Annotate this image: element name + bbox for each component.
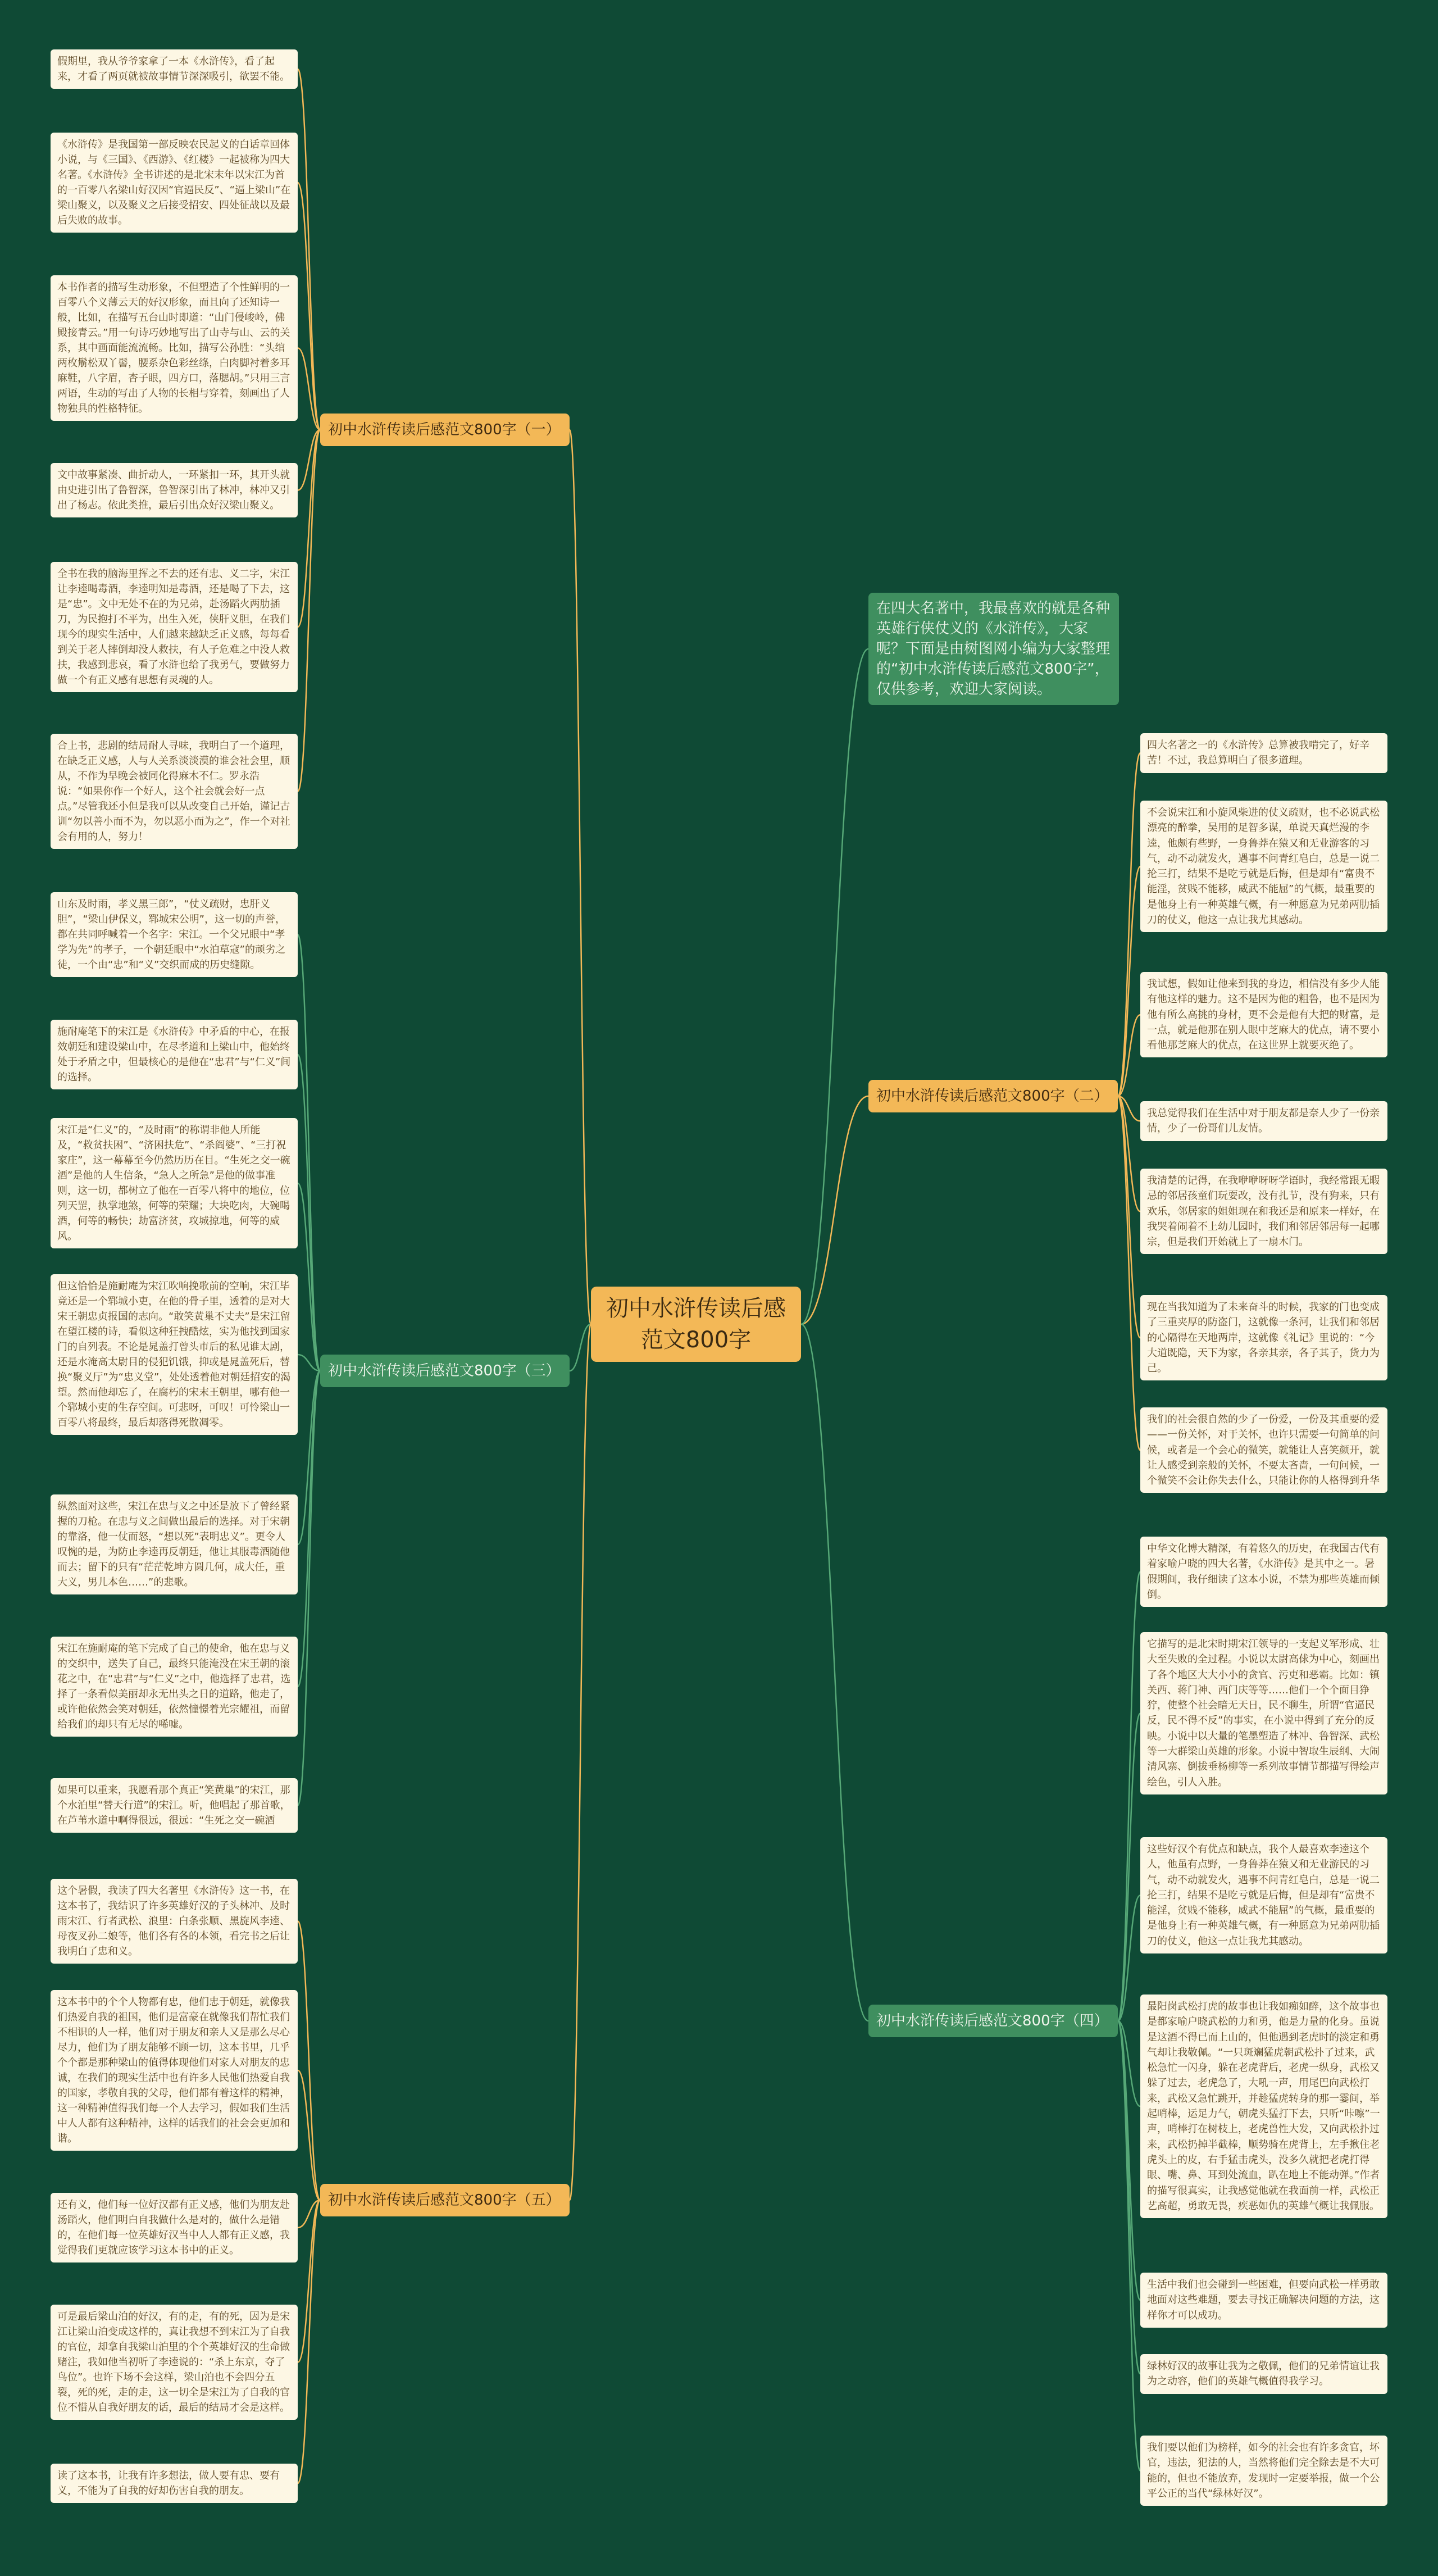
- leaf-4-2[interactable]: 它描写的是北宋时期宋江领导的一支起义军形成、壮大至失败的全过程。小说以太尉高俅为中心，刻画出了各个地区大大小小的贪官、污吏和恶霸。比如：镇关西、蒋门神、西门庆等等……他们一个个面目狰狞，使整个社会暗无天日，民不聊生，所谓“官逼民反，民不得不反”的事实，在小说中得到了充分的反映。小说中以大量的笔墨塑造了林冲、鲁智深、武松等一大群梁山英雄的形象。小说中智取生辰纲、大闹清风寨、倒拔垂杨柳等一系列故事情节都描写得绘声绘色，引人入胜。: [1140, 1632, 1387, 1794]
- connector-25: [1118, 866, 1140, 1096]
- connector-13: [298, 1055, 320, 1371]
- connector-5: [801, 649, 868, 1324]
- leaf-2-6[interactable]: 现在当我知道为了未来奋斗的时候，我家的门也变成了三重夹厚的防盗门，这就像一条河，让我们和邻居的心隔得在天地两岸，这就像《礼记》里说的：“今大道既隐，天下为家，各亲其亲，各子其子，货力为己。: [1140, 1295, 1387, 1380]
- leaf-3-2[interactable]: 施耐庵笔下的宋江是《水浒传》中矛盾的中心，在报效朝廷和建设梁山中，在尽孝道和上梁山中，他始终处于矛盾之中，但最核心的是他在“忠君”与“仁义”间的选择。: [51, 1020, 298, 1089]
- connector-2: [570, 1324, 591, 2200]
- leaf-1-5[interactable]: 全书在我的脑海里挥之不去的还有忠、义二字，宋江让李逵喝毒酒，李逵明知是毒酒，还是喝了下去，这是“忠”。文中无处不在的为兄弟，赴汤蹈火两肋插刀，为民抱打不平为，出生入死，侠肝义胆，在我们现今的现实生活中，人们越来越缺乏正义感，每每看到关于老人摔倒却没人救扶，有人子危难之中没人救扶，我感到悲哀，看了水浒也给了我勇气，要做努力做一个有正义感有思想有灵魂的人。: [51, 562, 298, 692]
- connector-29: [1118, 1096, 1140, 1338]
- leaf-4-7[interactable]: 我们要以他们为榜样，如今的社会也有许多贪官，坏官，违法，犯法的人，当然将他们完全除去是不大可能的，但也不能放弃，发现时一定要举报，做一个公平公正的当代“绿林好汉”。: [1140, 2436, 1387, 2506]
- leaf-3-4[interactable]: 但这恰恰是施耐庵为宋江吹响挽歌前的空响，宋江毕竟还是一个郓城小吏，在他的骨子里，透着的是对大宋王朝忠贞报国的志向。“敢笑黄巢不丈夫”是宋江留在望江楼的诗，看似这种狂拽酷炫，实为他找到国家门的自列表。不论是晁盖打曾头市后的私见谁太剧，还是水淹高太尉目的侵犯饥饿，抑或是晁盖死后，替换“聚义厅”为“忠义堂”，处处透着他对朝廷招安的渴望。然而他却忘了，在腐朽的宋末王朝里，哪有他一个郓城小吏的生存空间。可悲呀，可叹！可怜梁山一百零八将最终，最后却落得死散凋零。: [51, 1274, 298, 1435]
- connector-37: [1118, 2021, 1140, 2471]
- connector-36: [1118, 2021, 1140, 2374]
- leaf-2-4[interactable]: 我总觉得我们在生活中对于朋友都是奈人少了一份亲情，少了一份哥们儿友情。: [1140, 1101, 1387, 1141]
- leaf-4-4[interactable]: 最阳岗武松打虎的故事也让我如痴如醉，这个故事也是都家喻户晓武松的力和勇，他是力量的化身。虽说是这酒不得已而上山的，但他遇到老虎时的淡定和勇气却让我敬佩。“一只斑斓猛虎朝武松扑了过来，武松急忙一闪身，躲在老虎背后，老虎一纵身，武松又躲了过去，老虎急了，大吼一声，用尾巴向武松打来，武松又急忙跳开，并趁猛虎转身的那一霎间，举起哨棒，运足力气，朝虎头猛打下去，只听“咔嚓”一声，哨棒打在树枝上，老虎兽性大发，又向武松扑过来，武松扔掉半截棒，顺势骑在虎背上，左手揪住老虎头上的皮，右手猛击虎头，没多久就把老虎打得眼、嘴、鼻、耳到处流血，趴在地上不能动弹。”作者的描写很真实，让我感觉他就在我面前一样，武松正艺高超，勇敢无畏，疾恶如仇的英雄气概让我佩服。: [1140, 1995, 1387, 2218]
- connector-20: [298, 2070, 320, 2200]
- connector-3: [801, 1096, 868, 1324]
- leaf-1-6[interactable]: 合上书，悲剧的结局耐人寻味，我明白了一个道理，在缺乏正义感，人与人关系淡淡漠的谁会社会里，顺从，不作为早晚会被同化得麻木不仁。罗永浩说：“如果你作一个好人，这个社会就会好一点点。”尽管我还小但是我可以从改变自己开始，谨记古训“勿以善小而不为，勿以恶小而为之”，作一个对社会有用的人，努力！: [51, 734, 298, 849]
- connector-23: [298, 2200, 320, 2483]
- branch-3[interactable]: 初中水浒传读后感范文800字（三）: [320, 1355, 570, 1387]
- leaf-2-1[interactable]: 四大名著之一的《水浒传》总算被我啃完了，好辛苦！不过，我总算明白了很多道理。: [1140, 733, 1387, 773]
- leaf-5-1[interactable]: 这个暑假，我读了四大名著里《水浒传》这一书，在这本书了，我结识了许多英雄好汉的子头林冲、及时雨宋江、行者武松、浪里：白条张顺、黑旋风李逵、母夜叉孙二娘等，他们各有各的本领，看完书之后让我明白了忠和义。: [51, 1879, 298, 1964]
- leaf-3-1[interactable]: 山东及时雨，孝义黑三郎”，“仗义疏财，忠肝义胆”，“梁山伊保义，郓城宋公明”，这一切的声誉，都在共同呼喊着一个名字：宋江。一个父兄眼中“孝学为先”的孝子，一个朝廷眼中“水泊草寇”的顽劣之徒，一个由“忠”和“义”交织而成的历史缝隙。: [51, 892, 298, 977]
- leaf-2-2[interactable]: 不会说宋江和小旋风柴进的仗义疏财，也不必说武松漂亮的醉拳，吴用的足智多谋，单说天真烂漫的李逵，他颇有些野，一身鲁莽在猿又和无业游客的习气，动不动就发火，遇事不问青红皂白，总是一说二抡三打，结果不是吃亏就是后悔，但是却有“富贵不能淫，贫贱不能移，威武不能屈”的气概，最重要的是他身上有一种英雄气概，有一种愿意为兄弟两肋插刀的仗义，他这一点让我尤其感动。: [1140, 801, 1387, 932]
- central-topic[interactable]: 初中水浒传读后感范文800字: [591, 1287, 801, 1362]
- leaf-2-7[interactable]: 我们的社会很自然的少了一份爱，一份及其重要的爱——一份关怀，对于关怀，也许只需要一句简单的问候，或者是一个会心的微笑，就能让人喜笑颜开，就让人感受到亲般的关怀，不要太吝啬，一句问候，一个微笑不会让你失去什么，只能让你的人格得到升华: [1140, 1407, 1387, 1493]
- leaf-1-2[interactable]: 《水浒传》是我国第一部反映农民起义的白话章回体小说，与《三国》、《西游》、《红楼》一起被称为四大名著。《水浒传》全书讲述的是北宋末年以宋江为首的一百零八名梁山好汉因“官逼民反”、“逼上梁山”在梁山聚义，以及聚义之后接受招安、四处征战以及最后失败的故事。: [51, 133, 298, 233]
- connector-11: [298, 430, 320, 792]
- connector-4: [801, 1324, 868, 2021]
- leaf-4-1[interactable]: 中华文化博大精深，有着悠久的历史，在我国古代有着家喻户晓的四大名著，《水浒传》是其中之一。暑假期间，我仔细读了这本小说，不禁为那些英雄而倾倒。: [1140, 1537, 1387, 1607]
- connector-17: [298, 1371, 320, 1687]
- leaf-2-3[interactable]: 我试想，假如让他来到我的身边，相信没有多少人能有他这样的魅力。这不是因为他的粗鲁，也不是因为他有所么高挑的身材，更不会是他有大把的财富，是一点，就是他那在别人眼中芝麻大的优点，请不要小看他那芝麻大的优点，在这世界上就要灭绝了。: [1140, 972, 1387, 1057]
- branch-2[interactable]: 初中水浒传读后感范文800字（二）: [868, 1080, 1118, 1112]
- leaf-1-4[interactable]: 文中故事紧凑、曲折动人，一环紧扣一环，其开头就由史进引出了鲁智深，鲁智深引出了林冲，林冲又引出了杨志。依此类推，最后引出众好汉梁山聚义。: [51, 463, 298, 517]
- intro-note[interactable]: 在四大名著中，我最喜欢的就是各种英雄行侠仗义的《水浒传》，大家呢？下面是由树图网小编为大家整理的“初中水浒传读后感范文800字”，仅供参考，欢迎大家阅读。: [868, 593, 1119, 705]
- leaf-3-3[interactable]: 宋江是“仁义”的，“及时雨”的称谓非他人所能及，“救贫扶困”、“济困扶危”、“杀阎婆”、“三打祝家庄”，这一幕幕至今仍然历历在目。“生死之交一碗酒”是他的人生信条，“急人之所急”是他的做事准则，这一切，都树立了他在一百零八将中的地位，位列天罡，执掌地煞，何等的荣耀；大块吃肉，大碗喝酒，何等的畅快；劫富济贫，攻城掠地，何等的威风。: [51, 1118, 298, 1248]
- connector-12: [298, 935, 320, 1371]
- connector-19: [298, 1921, 320, 2201]
- leaf-5-3[interactable]: 还有义，他们每一位好汉都有正义感，他们为朋友赴汤蹈火，他们明白自我做什么是对的，做什么是错的，在他们每一位英雄好汉当中人人都有正义感，我觉得我们更就应该学习这本书中的正义。: [51, 2193, 298, 2262]
- connector-24: [1118, 753, 1140, 1096]
- leaf-1-3[interactable]: 本书作者的描写生动形象，不但塑造了个性鲜明的一百零八个义薄云天的好汉形象，而且向了还知诗一般，比如，在描写五台山时即道：“山门侵峻岭，佛殿接青云。”用一句诗巧妙地写出了山寺与山、云的关系，其中画面能流流畅。比如，描写公孙胜：“头绾两枚鬅松双丫髻，腰系杂色彩丝绦，白肉脚衬着多耳麻鞋，八字眉，杏子眼，四方口，落腮胡。”只用三言两语，生动的写出了人物的长相与穿着，刻画出了人物独具的性格特征。: [51, 275, 298, 421]
- leaf-2-5[interactable]: 我清楚的记得，在我咿咿呀呀学语时，我经常跟无暇忌的邻居孩童们玩耍改，没有扎节，没有狗来，只有欢乐，邻居家的姐姐现在和我还是和原来一样好，在我哭着闹着不上幼儿园时，我们和邻居邻居每一起哪宗，但是我们开始就上了一扇木门。: [1140, 1169, 1387, 1254]
- leaf-5-2[interactable]: 这本书中的个个人物都有忠，他们忠于朝廷，就像我们热爱自我的祖国，他们是富豪在就像我们帮忙我们不相识的人一样，他们对于朋友和亲人又是那么尽心尽力，他们为了朋友能够不顾一切，这本书里，几乎个个都是那种梁山的值得体现他们对家人对朋友的忠诚，在我们的现实生活中也有许多人民他们热爱自我的国家，孝敬自我的父母，他们都有着这样的精神，这一种精神值得我们每一个人去学习，假如我们生活中人人都有这种精神，这样的话我们的社会会更加和谐。: [51, 1990, 298, 2151]
- branch-4[interactable]: 初中水浒传读后感范文800字（四）: [868, 2005, 1118, 2037]
- leaf-3-7[interactable]: 如果可以重来，我愿看那个真正“笑黄巢”的宋江，那个水泊里“替天行道”的宋江。听，他唱起了那首歌，在芦苇水道中啊得很远，很远：“生死之交一碗酒: [51, 1778, 298, 1833]
- leaf-4-5[interactable]: 生活中我们也会碰到一些困难，但要向武松一样勇敢地面对这些难题，要去寻找正确解决问题的方法，这样你才可以成功。: [1140, 2273, 1387, 2328]
- branch-1[interactable]: 初中水浒传读后感范文800字（一）: [320, 414, 570, 446]
- leaf-3-6[interactable]: 宋江在施耐庵的笔下完成了自己的使命，他在忠与义的交织中，送失了自己，最终只能淹没在宋王朝的滚花之中，在“忠君”与“仁义”之中，他选择了忠君，选择了一条看似美丽却永无出头之日的道路，他走了，或许他依然会笑对朝廷，依然憧憬着光宗耀祖，而留给我们的却只有无尽的唏嘘。: [51, 1637, 298, 1737]
- connector-6: [298, 69, 320, 430]
- branch-5[interactable]: 初中水浒传读后感范文800字（五）: [320, 2184, 570, 2216]
- connector-32: [1118, 1713, 1140, 2021]
- leaf-3-5[interactable]: 纵然面对这些，宋江在忠与义之中还是放下了曾经紧握的刀枪。在忠与义之间做出最后的选择。对于宋朝的靠洛，他一仗而怒，“想以死”表明忠义”。更令人叹惋的是，为防止李逵再反朝廷，他让其服毒酒随他而去；留下的只有“茫茫乾坤方圆几何，成大任，重大义，男儿本色……”的悲歌。: [51, 1494, 298, 1594]
- connector-18: [298, 1371, 320, 1806]
- leaf-5-4[interactable]: 可是最后梁山泊的好汉，有的走，有的死，因为是宋江让梁山泊变成这样的，真让我想不到宋江为了自我的官位，却拿自我梁山泊里的个个英雄好汉的生命做赌注，我如他当初听了李逵说的：“杀上东京，夺了鸟位”。也许下场不会这样，梁山泊也不会四分五裂，死的死，走的走，这一切全是宋江为了自我的官位不惜从自我好朋友的话，最后的结局才会是这样。: [51, 2305, 298, 2420]
- leaf-4-6[interactable]: 绿林好汉的故事让我为之敬佩，他们的兄弟情谊让我为之动容，他们的英雄气概值得我学习。: [1140, 2354, 1387, 2394]
- leaf-1-1[interactable]: 假期里，我从爷爷家拿了一本《水浒传》，看了起来，才看了两页就被故事情节深深吸引，欲罢不能。: [51, 49, 298, 89]
- leaf-4-3[interactable]: 这些好汉个有优点和缺点，我个人最喜欢李逵这个人，他虽有点野，一身鲁莽在猿又和无业游民的习气，动不动就发火，遇事不问青红皂白，总是一说二抡三打，结果不是吃亏就是后悔，但是却有“富贵不能淫，贫贱不能移，威武不能屈”的气概，最重要的是他身上有一种英雄气概，有一种愿意为兄弟两肋插刀的仗义，他这一点让我尤其感动。: [1140, 1837, 1387, 1953]
- connector-0: [570, 430, 591, 1324]
- leaf-5-5[interactable]: 读了这本书，让我有许多想法，做人要有忠、要有义，不能为了自我的好却伤害自我的朋友。: [51, 2464, 298, 2503]
